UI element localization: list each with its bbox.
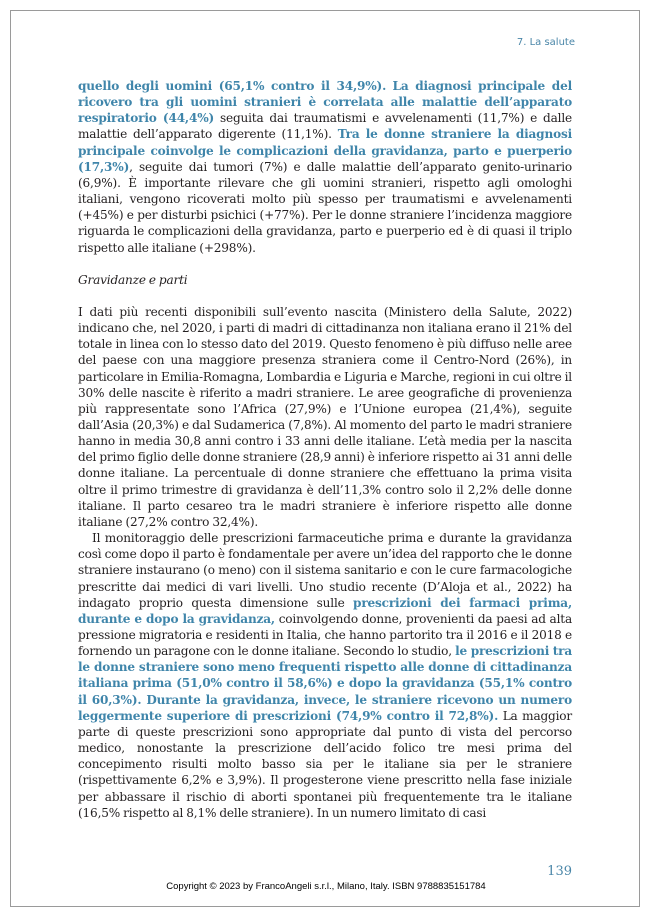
paragraph-hospitalization bbox=[78, 78, 572, 256]
running-header: 7. La salute bbox=[516, 37, 575, 48]
text-run: La maggior parte di queste prescrizioni sono appropriate dal punto di vista del percorso medico, nonostante la prescrizione dell’acido folico tre mesi prima del concepimento risulti molto basso sia per le italiane sia per le straniere (rispettivamente 6,2% e 3,9%). Il progesterone viene prescritto nella fase iniziale per abbassare il rischio di aborti spontanei più frequentemente tra le italiane (16,5% rispetto al 8,1% delle straniere). In un numero limitato di casi bbox=[78, 708, 573, 820]
highlight-text: Tra le donne straniere la diagnosi principale coinvolge le complicazioni della gravidanza, parto e puerperio (17,3%) bbox=[78, 127, 573, 174]
highlight-text: le prescrizioni tra le donne straniere sono meno frequenti rispetto alle donne di cittadinanza italiana prima (51,0% contro il 58,6%) e dopo la gravidanza (55,1% contro il 60,3%). Durante la gravidanza, invece, le straniere ricevono un numero leggermente superiore di prescrizioni (74,9% contro il 72,8%). bbox=[78, 644, 572, 723]
text-run: seguita dai traumatismi e avvelenamenti (11,7%) e dalle malattie dell’apparato digerente (11,1%). bbox=[78, 111, 572, 142]
highlight-text: La diagnosi principale del ricovero tra gli uomini stranieri è correlata alle malattie dell’apparato respiratorio (44,4%) bbox=[78, 79, 572, 126]
text-run: coinvolgendo donne, provenienti da paesi ad alta pressione migratoria e residenti in Italia, che hanno partorito tra il 2016 e il 2018 e fornendo un paragone con le donne italiane. Secondo lo studio, bbox=[78, 611, 572, 659]
body-text bbox=[78, 78, 572, 821]
paragraph-prescriptions bbox=[78, 530, 572, 821]
text-run: Il monitoraggio delle prescrizioni farmaceutiche prima e durante la gravidanza così come dopo il parto è fondamentale per avere un’idea del rapporto che le donne straniere instaurano (o meno) con il sistema sanitario e con le cure farmacologiche prescritte dai medici di vari livelli. Uno studio recente (D’Aloja et al., 2022) ha indagato proprio questa dimensione sulle bbox=[78, 531, 572, 610]
highlight-text: quello degli uomini (65,1% contro il 34,9%). bbox=[78, 79, 387, 93]
text-run: , seguite dai tumori (7%) e dalle malattie dell’apparato genito-urinario (6,9%). È importante rilevare che gli uomini stranieri, rispetto agli omologhi italiani, vengono ricoverati molto più spesso per traumatismi e avvelenamenti (+45%) e per disturbi psichici (+77%). Per le donne straniere l’incidenza maggiore riguarda le complicazioni della gravidanza, parto e puerperio ed è di quasi il triplo rispetto alle italiane (+298%). bbox=[78, 159, 572, 255]
page-number: 139 bbox=[547, 864, 572, 879]
copyright-notice: Copyright © 2023 by FrancoAngeli s.r.l., Milano, Italy. ISBN 9788835151784 bbox=[166, 881, 486, 892]
highlight-text: prescrizioni dei farmaci prima, durante e dopo la gravidanza, bbox=[78, 595, 572, 626]
section-heading: Gravidanze e parti bbox=[78, 272, 188, 287]
book-page bbox=[10, 10, 640, 907]
paragraph-births: I dati più recenti disponibili sull’evento nascita (Ministero della Salute, 2022) indicano che, nel 2020, i parti di madri di cittadinanza non italiana erano il 21% del totale in linea con lo stesso dato del 2019. Questo fenomeno è più diffuso nelle aree del paese con una maggiore presenza straniera come il Centro-Nord (26%), in particolare in Emilia-Romagna, Lombardia e Liguria e Marche, regioni in cui oltre il 30% delle nascite è riferito a madri straniere. Le aree geografiche di provenienza più rappresentate sono l’Africa (27,9%) e l’Unione europea (21,4%), seguite dall’Asia (20,3%) e dal Sudamerica (7,8%). Al momento del parto le madri straniere hanno in media 30,8 anni contro i 33 anni delle italiane. L’età media per la nascita del primo figlio delle donne straniere (28,9 anni) è inferiore rispetto ai 31 anni delle donne italiane. La percentuale di donne straniere che effettuano la prima visita oltre il primo trimestre di gravidanza è dell’11,3% contro solo il 2,2% delle donne italiane. Il parto cesareo tra le madri straniere è inferiore rispetto alle donne italiane (27,2% contro 32,4%). bbox=[78, 304, 572, 529]
